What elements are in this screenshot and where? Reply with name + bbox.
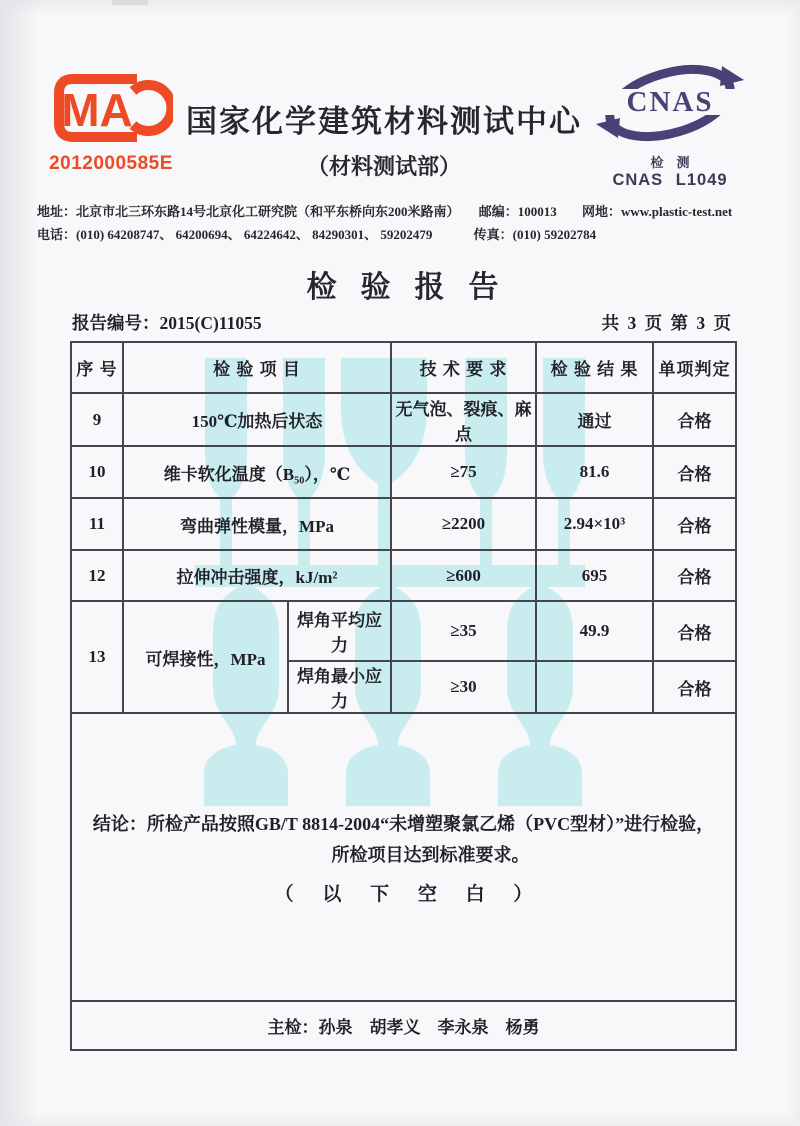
row-item: 维卡软化温度（B₅₀），℃ xyxy=(123,446,391,498)
fax-number: 传真：(010) 59202784 xyxy=(473,227,597,242)
row-no: 11 xyxy=(71,498,123,550)
row-verdict: 合格 xyxy=(653,601,736,661)
conclusion-line-2: 所检项目达到标准要求。 xyxy=(331,844,530,865)
table-row xyxy=(71,446,736,498)
report-number-label: 报告编号： xyxy=(72,313,160,333)
address: 地址：北京市北三环东路14号北京化工研究院（和平东桥向东200米路南） xyxy=(37,204,460,219)
row-verdict: 合格 xyxy=(653,498,736,550)
header-result: 检 验 结 果 xyxy=(536,342,653,393)
row-result: 695 xyxy=(536,550,653,601)
signoff-row xyxy=(71,1001,736,1050)
row-result: 49.9 xyxy=(536,601,653,661)
table-header-row xyxy=(71,342,736,393)
website: 网地：www.plastic-test.net xyxy=(582,204,733,219)
row-no: 12 xyxy=(71,550,123,601)
table-row xyxy=(71,550,736,601)
conclusion-cell xyxy=(71,713,736,1001)
row-requirement: ≥35 xyxy=(391,601,536,661)
row-verdict: 合格 xyxy=(653,550,736,601)
phone-numbers: 电话：(010) 64208747、 64200694、 64224642、 84290301、 59202479 xyxy=(37,227,433,242)
cnas-letters: CNAS xyxy=(626,86,714,118)
chief-inspector-signoff: 主检：孙泉 胡孝义 李永泉 杨勇 xyxy=(71,1001,736,1050)
report-number xyxy=(72,310,262,335)
header-no: 序 号 xyxy=(71,342,123,393)
table-row xyxy=(71,393,736,446)
row-verdict: 合格 xyxy=(653,446,736,498)
cnas-accreditation-number: CNAS L1049 xyxy=(612,171,728,189)
row-no: 13 xyxy=(71,601,123,713)
row-item: 拉伸冲击强度，kJ/m² xyxy=(123,550,391,601)
row-requirement: ≥75 xyxy=(391,446,536,498)
row-sub-item: 焊角最小应力 xyxy=(288,661,391,713)
table-row xyxy=(71,498,736,550)
table-row xyxy=(71,601,736,661)
row-no: 9 xyxy=(71,393,123,446)
report-title: 检验报告 xyxy=(306,271,523,304)
row-verdict: 合格 xyxy=(653,393,736,446)
cma-letters: MA xyxy=(61,84,133,136)
row-requirement: ≥30 xyxy=(391,661,536,713)
header-verdict: 单项判定 xyxy=(653,342,736,393)
header-item: 检 验 项 目 xyxy=(123,342,391,393)
row-verdict: 合格 xyxy=(653,661,736,713)
row-requirement: ≥600 xyxy=(391,550,536,601)
row-item: 弯曲弹性模量，MPa xyxy=(123,498,391,550)
row-result: 通过 xyxy=(536,393,653,446)
test-results-table xyxy=(70,341,737,1051)
row-no: 10 xyxy=(71,446,123,498)
conclusion-line-1: 结论：所检产品按照GB/T 8814-2004“未增塑聚氯乙烯（PVC型材）”进行检验， xyxy=(92,813,715,834)
department-name: （材料测试部） xyxy=(306,154,461,179)
report-number-value: 2015(C)11055 xyxy=(159,313,262,333)
page-count: 共 3 页 第 3 页 xyxy=(601,313,733,333)
cma-certificate-number: 2012000585E xyxy=(49,153,173,174)
row-requirement: 无气泡、裂痕、麻点 xyxy=(391,393,536,446)
header-requirement: 技 术 要 求 xyxy=(391,342,536,393)
conclusion-row xyxy=(71,713,736,1001)
contact-info xyxy=(37,201,777,247)
organization-name: 国家化学建筑材料测试中心 xyxy=(186,104,582,139)
row-item: 可焊接性，MPa xyxy=(123,601,288,713)
row-result xyxy=(536,661,653,713)
blank-below-note: （ 以 下 空 白 ） xyxy=(274,883,545,905)
postcode: 邮编：100013 xyxy=(478,204,557,219)
phone-line xyxy=(37,224,777,247)
cma-mark-block xyxy=(44,70,178,175)
address-line xyxy=(37,201,777,224)
row-result: 81.6 xyxy=(536,446,653,498)
row-item: 150℃加热后状态 xyxy=(123,393,391,446)
cnas-caption: 检 测 xyxy=(650,155,690,170)
cma-logo-icon xyxy=(49,70,173,146)
row-requirement: ≥2200 xyxy=(391,498,536,550)
scanner-edge-artifact xyxy=(112,0,148,5)
row-result: 2.94×10³ xyxy=(536,498,653,550)
cnas-mark-block xyxy=(595,58,745,190)
cnas-logo-icon xyxy=(596,58,744,146)
row-sub-item: 焊角平均应力 xyxy=(288,601,391,661)
